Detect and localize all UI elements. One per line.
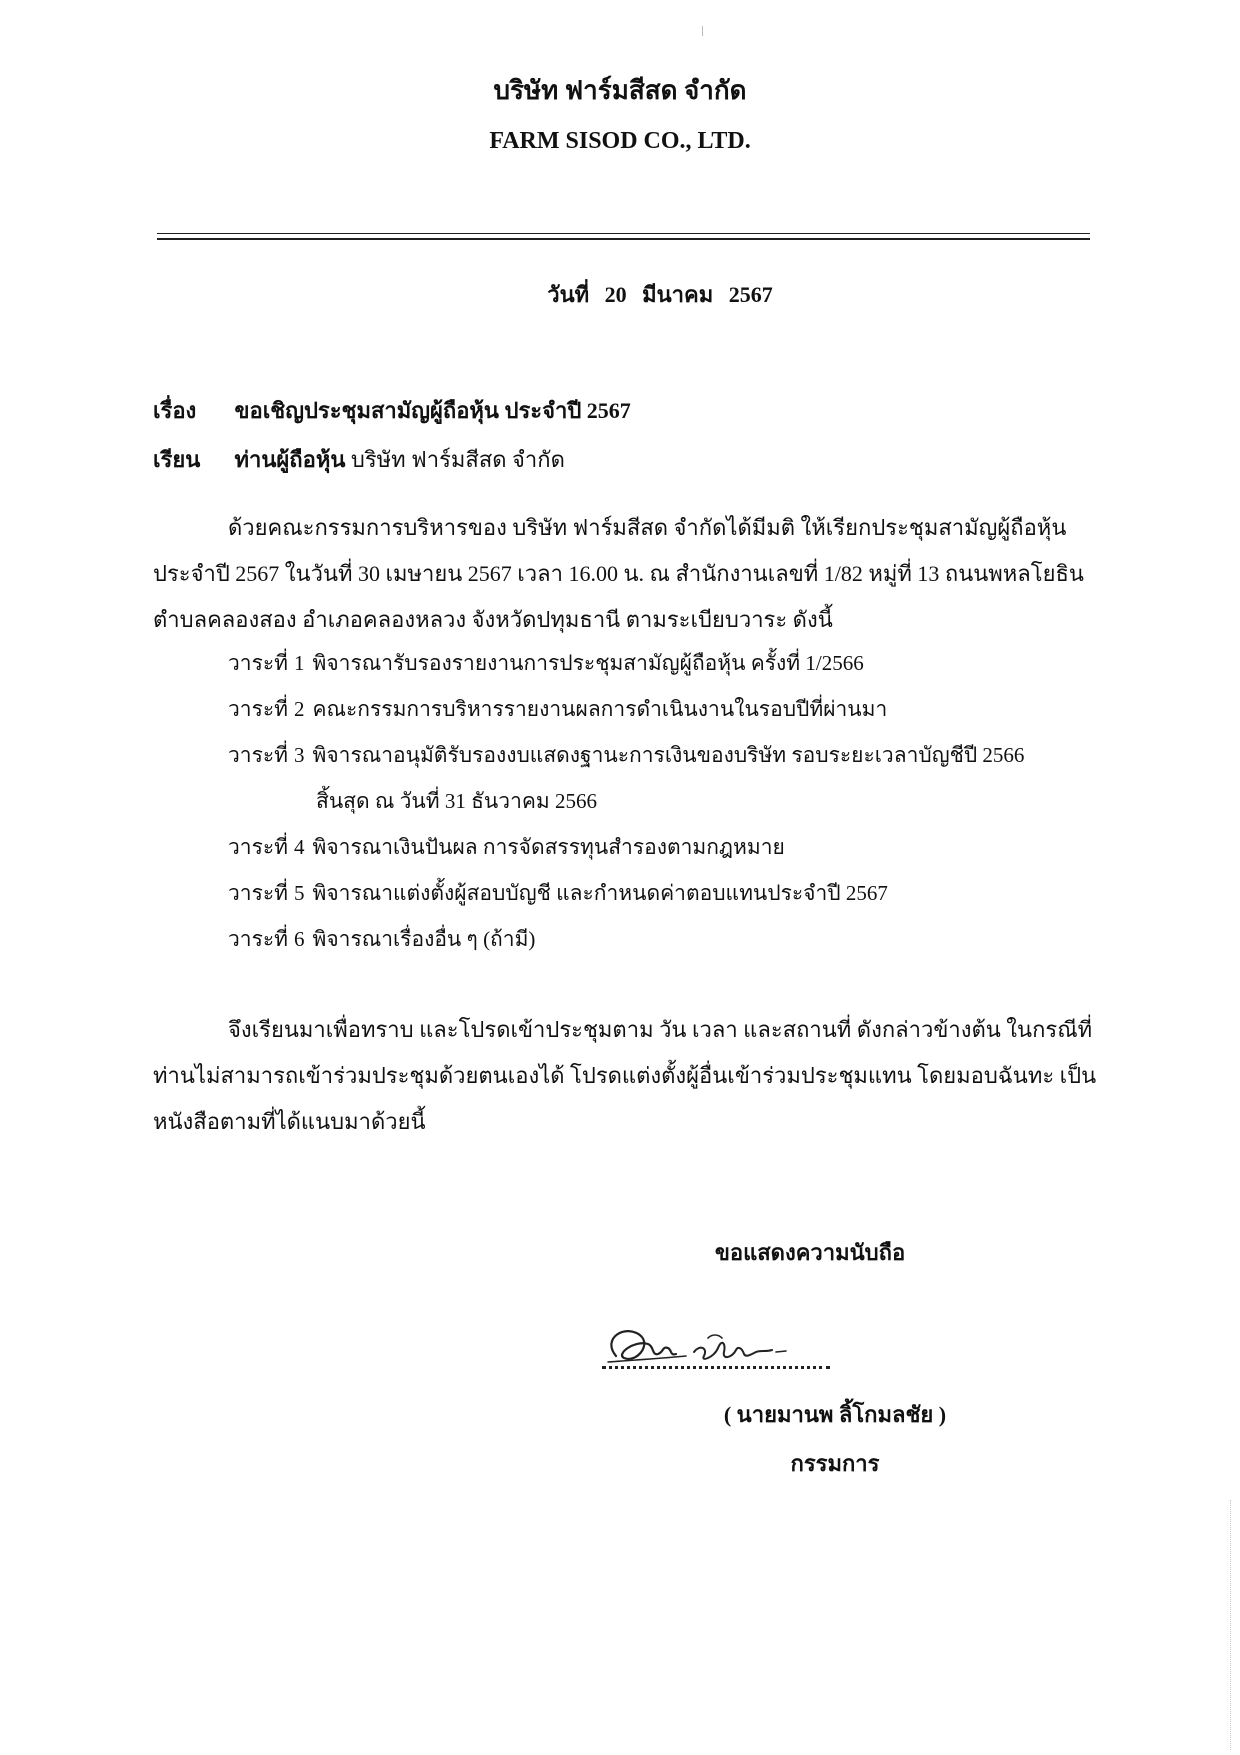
letterhead-divider-thin xyxy=(157,233,1090,234)
agenda-text: พิจารณาเงินปันผล การจัดสรรทุนสำรองตามกฎหมาย xyxy=(312,835,785,859)
closing-greeting: ขอแสดงความนับถือ xyxy=(714,1240,906,1265)
agenda-number: 5 xyxy=(294,881,305,905)
agenda-label: วาระที่ xyxy=(228,743,288,767)
scan-artifact xyxy=(702,26,703,36)
signer-position: กรรมการ xyxy=(790,1451,880,1476)
agenda-text: คณะกรรมการบริหารรายงานผลการดำเนินงานในรอบปีที่ผ่านมา xyxy=(312,697,888,721)
agenda-item-continuation: สิ้นสุด ณ วันที่ 31 ธันวาคม 2566 xyxy=(316,789,597,813)
agenda-label: วาระที่ xyxy=(228,927,288,951)
agenda-number: 3 xyxy=(294,743,305,767)
recipient-line xyxy=(153,442,565,477)
paragraph1-line2: ประจำปี 2567 ในวันที่ 30 เมษายน 2567 เวลา 16.00 น. ณ สำนักงานเลขที่ 1/82 หมู่ที่ 13 ถนนพหลโยธิน xyxy=(153,561,1084,586)
paragraph2-line3: หนังสือตามที่ได้แนบมาด้วยนี้ xyxy=(153,1109,426,1134)
agenda-number: 1 xyxy=(294,651,305,675)
company-name-english: FARM SISOD CO., LTD. xyxy=(489,128,751,154)
handwritten-signature xyxy=(596,1318,836,1378)
scan-edge-artifact xyxy=(1230,1500,1232,1750)
date-year: 2567 xyxy=(728,282,773,307)
subject-line xyxy=(153,393,631,428)
agenda-item xyxy=(228,693,887,726)
letterhead-divider-thick xyxy=(157,238,1090,240)
paragraph2-line1: จึงเรียนมาเพื่อทราบ และโปรดเข้าประชุมตาม วัน เวลา และสถานที่ ดังกล่าวข้างต้น ในกรณีที่ xyxy=(228,1017,1093,1042)
date-label: วันที่ xyxy=(547,282,590,307)
date-day: 20 xyxy=(604,282,627,307)
agenda-item xyxy=(228,739,1024,772)
agenda-number: 6 xyxy=(294,927,305,951)
agenda-text: พิจารณาแต่งตั้งผู้สอบบัญชี และกำหนดค่าตอบแทนประจำปี 2567 xyxy=(312,881,888,905)
paragraph1-line1: ด้วยคณะกรรมการบริหารของ บริษัท ฟาร์มสีสด จำกัดได้มีมติ ให้เรียกประชุมสามัญผู้ถือหุ้น xyxy=(228,515,1067,540)
agenda-item xyxy=(228,877,888,910)
agenda-number: 2 xyxy=(294,697,305,721)
agenda-text: พิจารณารับรองรายงานการประชุมสามัญผู้ถือหุ้น ครั้งที่ 1/2566 xyxy=(312,651,864,675)
agenda-text: พิจารณาอนุมัติรับรองงบแสดงฐานะการเงินของบริษัท รอบระยะเวลาบัญชีปี 2566 xyxy=(312,743,1025,767)
agenda-item xyxy=(228,831,785,864)
agenda-item xyxy=(228,923,535,956)
agenda-label: วาระที่ xyxy=(228,697,288,721)
recipient-company: บริษัท ฟาร์มสีสด จำกัด xyxy=(350,447,565,472)
signer-name: ( นายมานพ ลิ้โกมลชัย ) xyxy=(723,1402,947,1427)
paragraph2-line2: ท่านไม่สามารถเข้าร่วมประชุมด้วยตนเองได้ โปรดแต่งตั้งผู้อื่นเข้าร่วมประชุมแทน โดยมอบฉันทะ เป็น xyxy=(153,1063,1097,1088)
subject-text: ขอเชิญประชุมสามัญผู้ถือหุ้น ประจำปี 2567 xyxy=(234,398,631,423)
letter-date xyxy=(40,277,1240,312)
recipient-label: เรียน xyxy=(153,447,201,472)
company-name-thai: บริษัท ฟาร์มสีสด จำกัด xyxy=(493,76,747,105)
agenda-label: วาระที่ xyxy=(228,835,288,859)
paragraph1-line3: ตำบลคลองสอง อำเภอคลองหลวง จังหวัดปทุมธานี ตามระเบียบวาระ ดังนี้ xyxy=(153,607,833,632)
agenda-number: 4 xyxy=(294,835,305,859)
agenda-text: พิจารณาเรื่องอื่น ๆ (ถ้ามี) xyxy=(312,927,536,951)
date-month: มีนาคม xyxy=(642,282,714,307)
agenda-label: วาระที่ xyxy=(228,651,288,675)
agenda-label: วาระที่ xyxy=(228,881,288,905)
recipient-bold: ท่านผู้ถือหุ้น xyxy=(234,447,346,472)
agenda-item xyxy=(228,647,864,680)
subject-label: เรื่อง xyxy=(153,398,197,423)
signature-dotted-line xyxy=(602,1366,830,1369)
